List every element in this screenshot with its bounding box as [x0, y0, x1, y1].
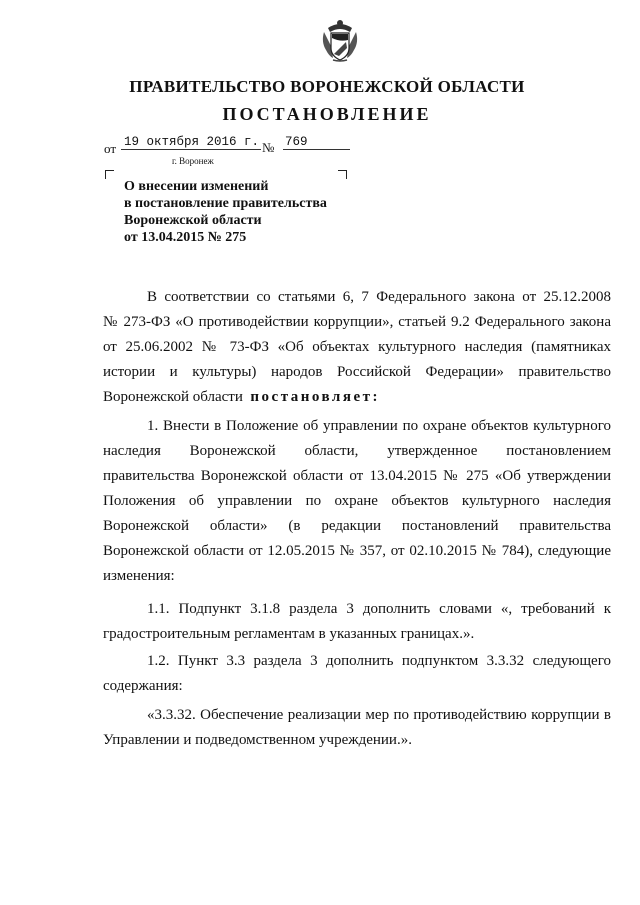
city-label: г. Воронеж [172, 156, 214, 166]
item-1-2-paragraph [103, 649, 611, 699]
item-1-1-paragraph [103, 597, 611, 647]
item-3-3-32-paragraph [103, 703, 611, 753]
corner-bracket-left [105, 170, 114, 179]
subject-line: О внесении изменений [124, 179, 269, 194]
text-line: от 25.06.2002 № 73-ФЗ «Об объектах культурного наследия (памятниках [103, 339, 611, 355]
text-line [103, 385, 611, 410]
document-type-title: ПОСТАНОВЛЕНИЕ [222, 104, 432, 124]
date-prefix: от [104, 141, 117, 156]
text-line: Управлении и подведомственном учреждении.». [103, 732, 412, 748]
text-line: 1. Внести в Положение об управлении по охране объектов культурного [147, 418, 611, 434]
subject-line: от 13.04.2015 № 275 [124, 230, 247, 245]
text-line: изменения: [103, 568, 175, 584]
document-subject [124, 178, 327, 246]
document-date: 19 октября 2016 г. [121, 135, 261, 150]
decree-word: постановляет: [250, 389, 380, 405]
text-line: градостроительным регламентам в указанных границах.». [103, 626, 475, 642]
number-prefix: № [262, 140, 275, 155]
item-1-paragraph [103, 414, 611, 589]
text-line: правительства Воронежской области от 13.04.2015 № 275 «Об утверждении [103, 468, 611, 484]
corner-bracket-right [338, 170, 347, 179]
intro-paragraph [103, 285, 611, 410]
text-line: Воронежской области» (в редакции постановлений правительства [103, 518, 611, 534]
text-line: «3.3.32. Обеспечение реализации мер по противодействию коррупции в [147, 707, 611, 723]
text-fragment: Воронежской области [103, 389, 243, 405]
text-line: № 273-ФЗ «О противодействии коррупции», статьей 9.2 Федерального закона [103, 314, 611, 330]
text-line: истории и культуры) народов Российской Федерации» правительство [103, 364, 611, 380]
text-line: содержания: [103, 678, 183, 694]
government-title: ПРАВИТЕЛЬСТВО ВОРОНЕЖСКОЙ ОБЛАСТИ [129, 77, 525, 96]
text-line: Положения об управлении по охране объектов культурного наследия [103, 493, 611, 509]
text-line: В соответствии со статьями 6, 7 Федерального закона от 25.12.2008 [147, 289, 611, 305]
text-line: наследия Воронежской области, утвержденное постановлением [103, 443, 611, 459]
coat-of-arms-icon [319, 18, 361, 62]
document-number: 769 [283, 135, 350, 150]
subject-line: в постановление правительства [124, 196, 327, 211]
text-line: Воронежской области от 12.05.2015 № 357, от 02.10.2015 № 784), следующие [103, 543, 611, 559]
text-line: 1.1. Подпункт 3.1.8 раздела 3 дополнить словами «, требований к [147, 601, 611, 617]
text-line: 1.2. Пункт 3.3 раздела 3 дополнить подпунктом 3.3.32 следующего [147, 653, 611, 669]
subject-line: Воронежской области [124, 213, 262, 228]
